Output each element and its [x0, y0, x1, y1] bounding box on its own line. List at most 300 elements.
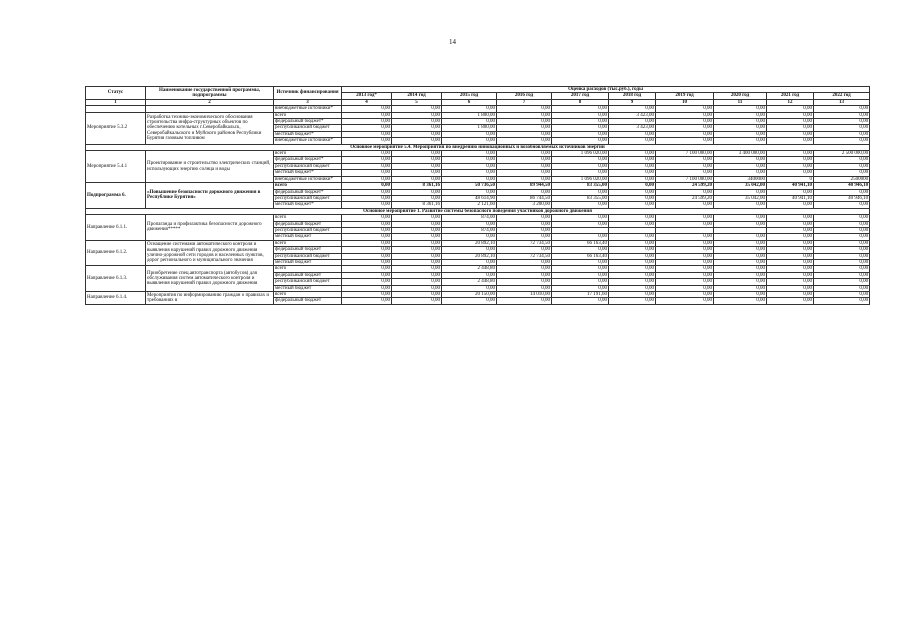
row-value: 0,00 [814, 285, 870, 291]
row-value: 72 734,50 [497, 240, 552, 246]
row-value: 0,00 [714, 106, 767, 112]
row-funding-source: республиканский бюджет [274, 253, 342, 259]
row-value: 2500000 [814, 176, 870, 182]
header-year: 2022 год [814, 93, 870, 99]
row-funding-source: республиканский бюджет [274, 195, 342, 201]
row-value: 2 121,60 [442, 202, 497, 208]
row-value: 0,00 [497, 112, 552, 118]
row-value: 0,00 [656, 131, 714, 137]
row-value: 0,00 [656, 298, 714, 304]
row-value: 0,00 [392, 253, 442, 259]
row-value: 0,00 [714, 221, 767, 227]
header-estimate: Оценка расходов (тыс.руб.), годы [342, 87, 870, 93]
row-value: 0,00 [342, 170, 392, 176]
row-value: 0,00 [392, 272, 442, 278]
row-value: 0,00 [497, 131, 552, 137]
row-value: 0,00 [814, 266, 870, 272]
row-value: 0,00 [497, 176, 552, 182]
row-funding-source: всего [274, 183, 342, 189]
row-value: 3400000 [714, 176, 767, 182]
row-value: 0,00 [814, 215, 870, 221]
row-program-name: Приобретение спец.автотранспорта (автобусов) для обслуживания систем автоматического контроля и выявления нарушений правил дорожного движения [146, 266, 274, 292]
row-value: 0,00 [609, 292, 656, 298]
row-value: 0,00 [392, 227, 442, 233]
row-value: 0,00 [767, 138, 814, 144]
row-value: 0,00 [609, 157, 656, 163]
row-value: 1 800,00 [442, 125, 497, 131]
row-value: 0,00 [552, 266, 609, 272]
row-funding-source: всего [274, 266, 342, 272]
row-value: 0,00 [714, 298, 767, 304]
row-value: 0,00 [656, 240, 714, 246]
row-value: 0,00 [342, 240, 392, 246]
header-column-number: 7 [497, 99, 552, 105]
row-value: 0,00 [814, 247, 870, 253]
row-value: 0,00 [714, 285, 767, 291]
row-value: 0,00 [442, 176, 497, 182]
row-value: 0,00 [714, 266, 767, 272]
row-value: 0,00 [656, 215, 714, 221]
row-value: 0,00 [767, 202, 814, 208]
row-value: 0,00 [392, 157, 442, 163]
row-value: 72 734,50 [497, 253, 552, 259]
row-value: 24 599,20 [656, 183, 714, 189]
row-value: 0,00 [342, 253, 392, 259]
row-value: 0,00 [714, 215, 767, 221]
row-value: 20 150,00 [442, 292, 497, 298]
row-value: 874,00 [442, 215, 497, 221]
row-value: 0,00 [342, 279, 392, 285]
row-funding-source: республиканский бюджет [274, 125, 342, 131]
row-value: 0,00 [392, 176, 442, 182]
row-value: 0,00 [609, 170, 656, 176]
header-column-number: 2 [146, 99, 274, 105]
row-value: 2 448,80 [442, 266, 497, 272]
row-value: 0,00 [656, 125, 714, 131]
row-value: 0,00 [497, 157, 552, 163]
row-program-name: «Повышение безопасности дорожного движения в Республике Бурятия» [146, 183, 274, 209]
header-year: 2020 год [714, 93, 767, 99]
row-funding-source: внебюджетные источники* [274, 106, 342, 112]
row-value: 0,00 [552, 234, 609, 240]
section-title: Основное мероприятие 5.4. Мероприятия по внедрению инновационных и возобновляемых источников энергии [86, 144, 870, 150]
row-value: 0,00 [714, 253, 767, 259]
row-value: 0,00 [714, 157, 767, 163]
row-funding-source: всего [274, 151, 342, 157]
row-value: 0,00 [767, 112, 814, 118]
row-value: 0,00 [767, 215, 814, 221]
row-value: 0,00 [656, 221, 714, 227]
row-value: 0,00 [342, 234, 392, 240]
header-year: 2019 год [656, 93, 714, 99]
row-value: 0,00 [552, 221, 609, 227]
row-value: 0,00 [767, 151, 814, 157]
row-value: 3 200,00 [497, 202, 552, 208]
row-value: 0,00 [442, 106, 497, 112]
row-value: 0,00 [656, 163, 714, 169]
row-value: 0,00 [656, 292, 714, 298]
row-value: 0,00 [342, 202, 392, 208]
row-value: 0,00 [767, 298, 814, 304]
row-value: 0,00 [714, 112, 767, 118]
row-value: 0,00 [552, 298, 609, 304]
row-value: 0,00 [814, 119, 870, 125]
row-value: 0,00 [342, 112, 392, 118]
row-value: 86 744,50 [497, 195, 552, 201]
row-funding-source: федеральный бюджет [274, 298, 342, 304]
row-program-name: Мероприятия по информированию граждан о правилах и требованиях в [146, 292, 274, 305]
row-funding-source: республиканский бюджет [274, 163, 342, 169]
row-value: 0,00 [342, 151, 392, 157]
row-value: 0,00 [497, 215, 552, 221]
row-value: 0,00 [656, 170, 714, 176]
row-value: 0,00 [392, 259, 442, 265]
row-value: 0,00 [814, 125, 870, 131]
row-value: 0,00 [814, 253, 870, 259]
row-value: 0,00 [442, 157, 497, 163]
row-value: 0,00 [767, 119, 814, 125]
header-column-number: 12 [767, 99, 814, 105]
row-value: 0,00 [392, 240, 442, 246]
row-value: 0,00 [497, 247, 552, 253]
row-value: 0,00 [814, 259, 870, 265]
row-value: 0,00 [656, 119, 714, 125]
header-year: 2015 год [442, 93, 497, 99]
row-funding-source: федеральный бюджет* [274, 189, 342, 195]
row-value: 0,00 [714, 189, 767, 195]
row-value: 0,00 [442, 151, 497, 157]
row-value: 20 892,10 [442, 240, 497, 246]
row-value: 0,00 [767, 170, 814, 176]
row-value: 0,00 [609, 298, 656, 304]
row-value: 0,00 [442, 163, 497, 169]
row-value: 24 599,20 [656, 195, 714, 201]
row-value: 0,00 [767, 292, 814, 298]
row-value: 83 355,00 [552, 195, 609, 201]
row-value: 2 500 000,00 [814, 151, 870, 157]
row-value: 0,00 [392, 112, 442, 118]
row-value: 0,00 [609, 215, 656, 221]
row-value: 0,00 [497, 279, 552, 285]
row-value: 0,00 [342, 259, 392, 265]
row-value: 0,00 [497, 285, 552, 291]
row-value: 0,00 [609, 221, 656, 227]
row-value: 0,00 [609, 202, 656, 208]
row-value: 0,00 [767, 272, 814, 278]
row-value: 0,00 [392, 189, 442, 195]
row-value: 0,00 [342, 189, 392, 195]
row-value: 0,00 [609, 195, 656, 201]
row-value: 0,00 [656, 189, 714, 195]
row-status: Направление 6.1.2. [86, 240, 146, 266]
row-value: 0,00 [497, 119, 552, 125]
row-value: 0,00 [814, 138, 870, 144]
row-value: 0,00 [609, 106, 656, 112]
header-column-number: 13 [814, 99, 870, 105]
row-program-name: Оснащение системами автоматического контроля и выявления нарушений правил дорожного движения улично-дорожной сети городов и населенных пунктов, дорог регионального и муниципального значения [146, 240, 274, 266]
row-value: 14 010,00 [497, 292, 552, 298]
row-value: 0,00 [767, 189, 814, 195]
row-value: 0,00 [656, 234, 714, 240]
row-value: 0,00 [552, 119, 609, 125]
row-value: 0,00 [714, 202, 767, 208]
row-value: 0,00 [497, 259, 552, 265]
row-funding-source: всего [274, 112, 342, 118]
row-value: 0,00 [814, 202, 870, 208]
row-value: 0,00 [342, 215, 392, 221]
row-value: 0,00 [767, 163, 814, 169]
row-value: 0,00 [609, 279, 656, 285]
row-value: 3 400 000,00 [714, 151, 767, 157]
header-source: Источник финансирования [274, 87, 342, 100]
row-status: Мероприятие 5.4.1 [86, 151, 146, 183]
row-value: 0,00 [609, 240, 656, 246]
row-funding-source: федеральный бюджет [274, 247, 342, 253]
row-value: 0,00 [552, 272, 609, 278]
row-value: 0,00 [814, 221, 870, 227]
header-year: 2014 год [392, 93, 442, 99]
row-value: 0,00 [342, 157, 392, 163]
row-value: 0,00 [714, 240, 767, 246]
row-value: 0,00 [552, 163, 609, 169]
row-value: 0,00 [497, 272, 552, 278]
row-funding-source: всего [274, 292, 342, 298]
header-column-number: 3 [274, 99, 342, 105]
row-value: 0,00 [767, 266, 814, 272]
row-value: 0,00 [392, 195, 442, 201]
row-value: 0,00 [767, 247, 814, 253]
row-value: 0,00 [442, 170, 497, 176]
row-value: 0,00 [609, 131, 656, 137]
row-value: 0,00 [392, 125, 442, 131]
row-value: 0,00 [342, 183, 392, 189]
row-value: 0,00 [552, 279, 609, 285]
row-value: 0,00 [767, 221, 814, 227]
row-funding-source: всего [274, 240, 342, 246]
row-value: 0,00 [342, 298, 392, 304]
row-value: 0,00 [342, 227, 392, 233]
row-value: 0,00 [342, 221, 392, 227]
row-value: 83 355,00 [552, 183, 609, 189]
row-value: 35 042,00 [714, 183, 767, 189]
row-value: 0,00 [814, 112, 870, 118]
row-value: 0,00 [442, 259, 497, 265]
row-funding-source: федеральный бюджет [274, 272, 342, 278]
row-value: 0,00 [656, 202, 714, 208]
page-number: 14 [449, 38, 456, 46]
row-value: 0,00 [497, 170, 552, 176]
row-value: 0,00 [342, 247, 392, 253]
header-column-number: 10 [656, 99, 714, 105]
budget-table [85, 86, 870, 305]
row-value: 0,00 [392, 170, 442, 176]
row-funding-source: всего [274, 215, 342, 221]
row-value: 0,00 [442, 119, 497, 125]
row-value: 40 941,10 [767, 183, 814, 189]
row-value: 0,00 [552, 138, 609, 144]
row-value: 0,00 [814, 234, 870, 240]
row-value: 0,00 [767, 106, 814, 112]
row-value: 0,00 [609, 285, 656, 291]
row-value: 2 448,80 [442, 279, 497, 285]
row-value: 0,00 [814, 279, 870, 285]
row-value: 0,00 [552, 106, 609, 112]
row-value: 0,00 [656, 138, 714, 144]
row-value: 0,00 [442, 247, 497, 253]
row-value: 0,00 [814, 163, 870, 169]
row-status: Направление 6.1.1. [86, 215, 146, 241]
header-year: 2018 год [609, 93, 656, 99]
row-funding-source: местный бюджет* [274, 202, 342, 208]
row-value: 7 100 000,00 [656, 151, 714, 157]
row-value: 8 361,16 [392, 202, 442, 208]
row-value: 0,00 [497, 106, 552, 112]
row-value: 0,00 [714, 247, 767, 253]
row-value: 0,00 [552, 170, 609, 176]
header-column-number: 4 [342, 99, 392, 105]
header-column-number: 8 [552, 99, 609, 105]
row-value: 0,00 [342, 106, 392, 112]
row-value: 0,00 [497, 151, 552, 157]
row-value: 0,00 [442, 221, 497, 227]
row-value: 0,00 [656, 157, 714, 163]
row-status: Мероприятие 5.3.2 [86, 112, 146, 144]
row-funding-source: республиканский бюджет [274, 227, 342, 233]
row-value: 0,00 [767, 131, 814, 137]
row-value: 0,00 [392, 106, 442, 112]
row-value: 0,00 [497, 234, 552, 240]
row-funding-source: внебюджетные источники* [274, 138, 342, 144]
row-status: Направление 6.1.3. [86, 266, 146, 292]
row-value: 1 096 020,00 [552, 151, 609, 157]
row-value: 0,00 [497, 163, 552, 169]
row-value: 66 163,40 [552, 240, 609, 246]
row-value: 0,00 [497, 221, 552, 227]
row-value: 17 191,60 [552, 292, 609, 298]
row-value: 0,00 [552, 157, 609, 163]
row-value: 66 163,40 [552, 253, 609, 259]
row-value: 40 941,10 [767, 195, 814, 201]
row-value: 0,00 [342, 131, 392, 137]
row-funding-source: местный бюджет [274, 259, 342, 265]
row-value: 0,00 [656, 266, 714, 272]
row-value: 0,00 [609, 151, 656, 157]
header-year: 2017 год [552, 93, 609, 99]
row-value: 0,00 [814, 272, 870, 278]
row-value: 40 946,10 [814, 183, 870, 189]
row-program-name: Пропаганда и профилактика безопасности дорожного движения***** [146, 215, 274, 241]
section-title: Основное мероприятие 1. Развитие системы безопасного поведения участников дорожного движения [86, 208, 870, 214]
row-value: 0,00 [497, 125, 552, 131]
row-value: 0,00 [767, 240, 814, 246]
row-value: 0,00 [814, 292, 870, 298]
row-value: 0,00 [609, 189, 656, 195]
row-value: 0,00 [656, 279, 714, 285]
row-value: 0,00 [342, 163, 392, 169]
header-column-number: 6 [442, 99, 497, 105]
row-value: 0,00 [392, 163, 442, 169]
row-value: 0 [767, 176, 814, 182]
row-value: 0,00 [814, 170, 870, 176]
row-value: 0,00 [342, 195, 392, 201]
row-value: 0,00 [714, 292, 767, 298]
row-funding-source: федеральный бюджет* [274, 157, 342, 163]
row-value: 1 096 020,00 [552, 176, 609, 182]
row-value: 0,00 [442, 272, 497, 278]
row-value: 0,00 [442, 285, 497, 291]
row-value: 0,00 [552, 125, 609, 131]
row-value: 0,00 [609, 234, 656, 240]
header-status: Статус [86, 87, 146, 100]
row-value: 0,00 [656, 285, 714, 291]
header-column-number: 9 [609, 99, 656, 105]
row-value: 0,00 [767, 157, 814, 163]
row-value: 7 100 000,00 [656, 176, 714, 182]
row-value: 0,00 [714, 125, 767, 131]
header-name: Наименование государственной программы, подпрограммы [146, 87, 274, 100]
row-value: 0,00 [814, 189, 870, 195]
row-value: 35 042,00 [714, 195, 767, 201]
row-value: 0,00 [714, 234, 767, 240]
row-value: 0,00 [342, 125, 392, 131]
header-year: 2016 год [497, 93, 552, 99]
row-value: 0,00 [342, 138, 392, 144]
row-value: 0,00 [656, 253, 714, 259]
row-value: 0,00 [392, 285, 442, 291]
row-value: 0,00 [342, 292, 392, 298]
row-value: 50 736,50 [442, 183, 497, 189]
row-value: 0,00 [814, 240, 870, 246]
row-value: 40 946,10 [814, 195, 870, 201]
row-value: 0,00 [392, 279, 442, 285]
row-value: 0,00 [609, 183, 656, 189]
row-value: 20 892,10 [442, 253, 497, 259]
header-year: 2013 год* [342, 93, 392, 99]
row-value: 0,00 [552, 189, 609, 195]
row-value: 0,00 [442, 189, 497, 195]
row-value: 0,00 [392, 215, 442, 221]
row-value: 0,00 [392, 119, 442, 125]
row-value: 0,00 [392, 221, 442, 227]
row-funding-source: местный бюджет [274, 234, 342, 240]
row-value: 0,00 [767, 234, 814, 240]
row-value: 3 423,00 [609, 112, 656, 118]
row-value: 0,00 [767, 227, 814, 233]
row-value: 0,00 [609, 272, 656, 278]
row-value: 0,00 [714, 279, 767, 285]
row-value: 874,00 [442, 227, 497, 233]
row-value: 0,00 [392, 247, 442, 253]
row-value: 0,00 [714, 259, 767, 265]
row-value: 0,00 [497, 138, 552, 144]
table-row [86, 183, 870, 189]
row-value: 8 361,16 [392, 183, 442, 189]
row-value: 1 800,00 [442, 112, 497, 118]
row-value: 0,00 [609, 259, 656, 265]
row-value: 0,00 [442, 138, 497, 144]
row-value: 0,00 [656, 112, 714, 118]
row-value: 48 614,90 [442, 195, 497, 201]
row-value: 0,00 [656, 259, 714, 265]
row-value: 0,00 [552, 247, 609, 253]
row-value: 0,00 [609, 253, 656, 259]
row-value: 0,00 [392, 234, 442, 240]
header-column-number: 1 [86, 99, 146, 105]
row-value: 0,00 [609, 176, 656, 182]
row-value: 0,00 [609, 247, 656, 253]
row-value: 0,00 [714, 131, 767, 137]
row-value: 0,00 [767, 259, 814, 265]
